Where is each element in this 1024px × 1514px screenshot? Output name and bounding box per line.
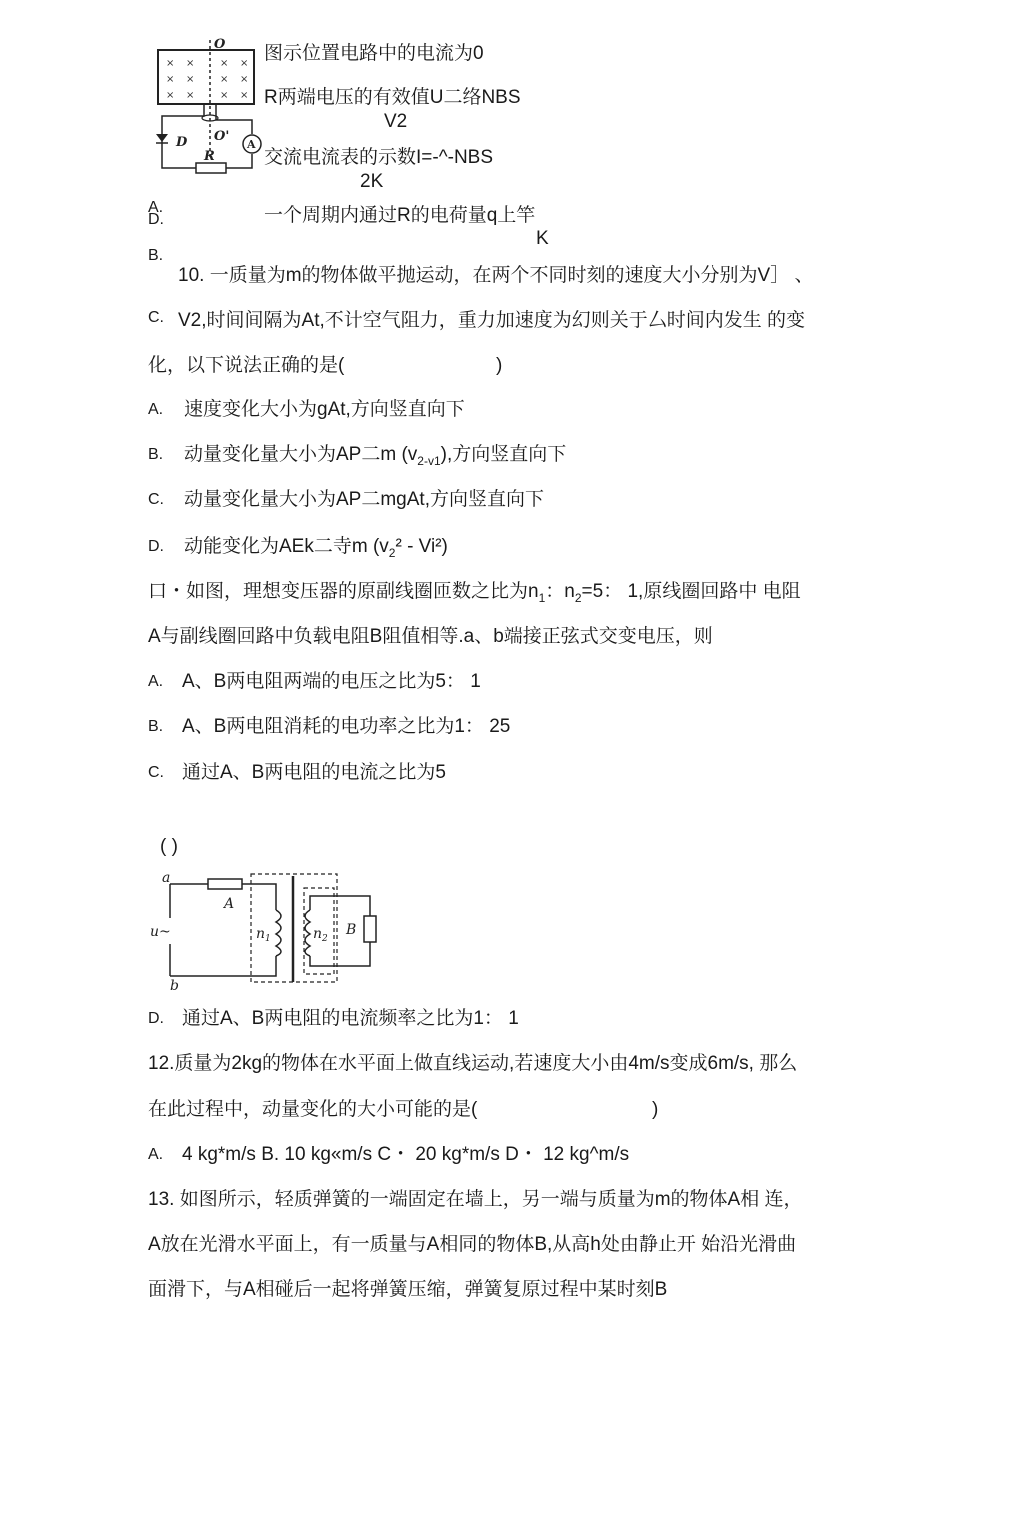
q11-answer-paren: ( ) bbox=[160, 836, 178, 857]
q11-option-a: A、B两电阻两端的电压之比为5： 1 bbox=[182, 671, 481, 692]
q11-option-b: A、B两电阻消耗的电功率之比为1： 25 bbox=[182, 716, 511, 737]
q10-option-b-letter: B. bbox=[148, 446, 164, 463]
coil-n1-sub: 1 bbox=[265, 934, 271, 944]
label-diode: D bbox=[176, 135, 188, 150]
q10-option-c-letter: C. bbox=[148, 491, 164, 508]
coil-n1-text: n bbox=[256, 926, 266, 942]
q11-option-c-letter: C. bbox=[148, 764, 164, 781]
q10-option-b-pre: 动量变化量大小为AP二m (v bbox=[184, 444, 418, 465]
q11-stem-pre: 口・如图，理想变压器的原副线圈匝数之比为n bbox=[148, 581, 539, 602]
svg-text:×: × bbox=[220, 90, 229, 101]
svg-text:×: × bbox=[220, 74, 229, 85]
q10-option-d-pre: 动能变化为AEk二寺m (v bbox=[184, 536, 389, 557]
q10-option-a: 速度变化大小为gAt,方向竖直向下 bbox=[184, 399, 465, 420]
resistor-b-label: B bbox=[346, 922, 357, 938]
generator-circuit-figure bbox=[148, 36, 268, 176]
svg-text:×: × bbox=[166, 58, 175, 69]
q11-stem-line2: A与副线圈回路中负载电阻B阻值相等.a、b端接正弦式交变电压，则 bbox=[148, 626, 713, 647]
q11-option-c: 通过A、B两电阻的电流之比为5 bbox=[182, 762, 446, 783]
q10-stem-paren: ) bbox=[496, 355, 503, 376]
q10-option-d-letter: D. bbox=[148, 538, 164, 555]
label-ammeter: A bbox=[247, 138, 256, 151]
q9-letter-b: B. bbox=[148, 247, 164, 264]
q10-option-b bbox=[184, 443, 566, 473]
coil-n1-label bbox=[256, 926, 271, 944]
terminal-b-label: b bbox=[170, 978, 179, 990]
q10-option-b-sub: 2-v1 bbox=[417, 453, 441, 468]
svg-text:×: × bbox=[240, 74, 249, 85]
q11-stem-sub1: 1 bbox=[538, 590, 546, 605]
svg-text:×: × bbox=[186, 74, 195, 85]
q13-stem-line3: 面滑下，与A相碰后一起将弹簧压缩，弹簧复原过程中某时刻B bbox=[148, 1279, 668, 1300]
q10-option-b-post: ),方向竖直向下 bbox=[440, 444, 567, 465]
q10-option-c: 动量变化量大小为AP二mgAt,方向竖直向下 bbox=[184, 489, 544, 510]
source-u-label: u~ bbox=[150, 924, 171, 940]
label-o-top: O bbox=[214, 37, 226, 52]
q9-letter-a: A. bbox=[148, 199, 164, 216]
svg-text:×: × bbox=[186, 58, 195, 69]
q9-letter-c: C. bbox=[148, 309, 164, 326]
q10-option-d-post: ² - Vi²) bbox=[395, 536, 448, 557]
q9-option-d-text: 一个周期内通过R的电荷量q上竿 bbox=[264, 205, 536, 226]
q9-option-b-text: R两端电压的有效值U二络NBS bbox=[264, 87, 521, 108]
q11-stem-line1 bbox=[148, 580, 801, 610]
q10-stem-line3: 化，以下说法正确的是( bbox=[148, 355, 345, 376]
q11-stem-post: =5： 1,原线圈回路中 电阻 bbox=[581, 581, 801, 602]
q9-option-b-sub: V2 bbox=[384, 111, 408, 132]
coil-n2-text: n bbox=[313, 926, 323, 942]
q9-option-a-text: 图示位置电路中的电流为0 bbox=[264, 43, 484, 64]
q10-option-d-sub: 2 bbox=[388, 545, 396, 560]
coil-n2-sub: 2 bbox=[322, 934, 328, 944]
q11-option-d: 通过A、B两电阻的电流频率之比为1： 1 bbox=[182, 1008, 519, 1029]
q12-option-a-letter: A. bbox=[148, 1146, 164, 1163]
q11-stem-sub2: 2 bbox=[574, 590, 582, 605]
transformer-circuit-figure bbox=[148, 866, 388, 990]
q13-stem-line1: 13. 如图所示，轻质弹簧的一端固定在墙上，另一端与质量为m的物体A相 连， bbox=[148, 1189, 803, 1210]
q10-option-d bbox=[184, 535, 448, 565]
q10-option-a-letter: A. bbox=[148, 401, 164, 418]
q11-stem-mid: ：n bbox=[545, 581, 575, 602]
q9-option-c-sub: 2K bbox=[360, 171, 384, 192]
label-o-bottom: O' bbox=[214, 129, 230, 144]
q11-option-b-letter: B. bbox=[148, 718, 164, 735]
q12-options: 4 kg*m/s B. 10 kg«m/s C・ 20 kg*m/s D・ 12 kg^m/s bbox=[182, 1144, 630, 1165]
q9-letter-d: D. bbox=[148, 211, 164, 228]
svg-text:×: × bbox=[166, 74, 175, 85]
q12-stem-paren: ) bbox=[652, 1099, 659, 1120]
q13-stem-line2: A放在光滑水平面上，有一质量与A相同的物体B,从高h处由静止开 始沿光滑曲 bbox=[148, 1234, 797, 1255]
svg-text:×: × bbox=[240, 90, 249, 101]
svg-text:×: × bbox=[186, 90, 195, 101]
q12-stem-line1: 12.质量为2kg的物体在水平面上做直线运动,若速度大小由4m/s变成6m/s, 那么 bbox=[148, 1053, 798, 1074]
resistor-a-label: A bbox=[224, 896, 235, 912]
terminal-a-label: a bbox=[162, 870, 171, 886]
q9-option-c-text: 交流电流表的示数I=-^-NBS bbox=[264, 147, 494, 168]
svg-text:×: × bbox=[220, 58, 229, 69]
svg-text:×: × bbox=[240, 58, 249, 69]
q10-stem-line1: 10. 一质量为m的物体做平抛运动，在两个不同时刻的速度大小分别为V］ 、 bbox=[178, 265, 814, 286]
q11-option-a-letter: A. bbox=[148, 673, 164, 690]
coil-n2-label bbox=[313, 926, 328, 944]
q11-option-d-letter: D. bbox=[148, 1010, 164, 1027]
label-resistor: R bbox=[204, 149, 215, 164]
q9-option-d-sub: K bbox=[536, 228, 549, 249]
svg-text:×: × bbox=[166, 90, 175, 101]
q12-stem-line2: 在此过程中，动量变化的大小可能的是( bbox=[148, 1099, 478, 1120]
q10-stem-line2: V2,时间间隔为At,不计空气阻力，重力加速度为幻则关于厶时间内发生 的变 bbox=[178, 310, 806, 331]
